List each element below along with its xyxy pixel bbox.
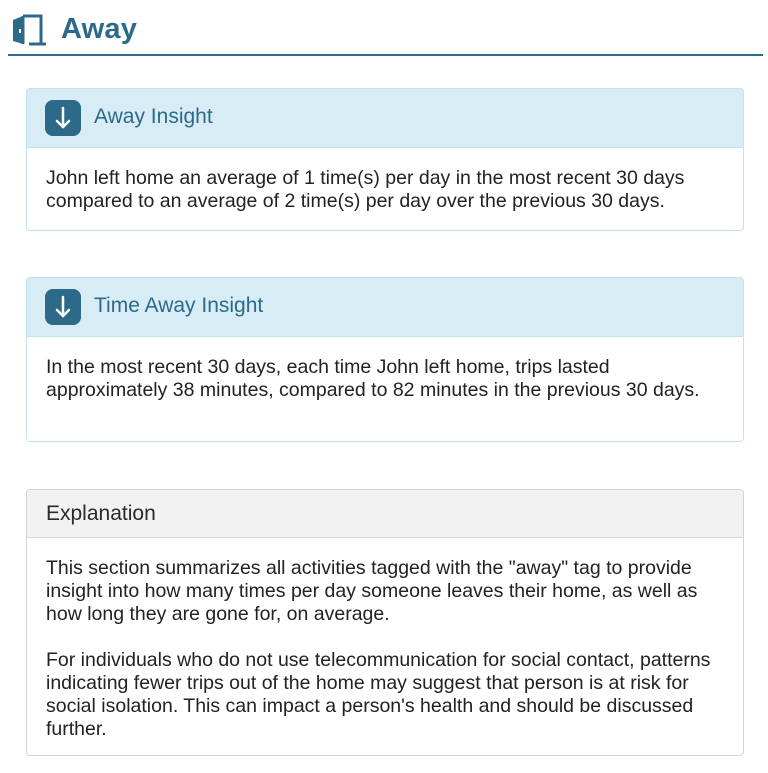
time-away-insight-panel [26, 277, 744, 442]
time-away-insight-title: Time Away Insight [94, 294, 264, 317]
explanation-paragraph: For individuals who do not use telecommunication for social contact, patterns indicating fewer trips out of the home may suggest that person is at risk for social isolation. This can impact a person's health and should be discussed further. [46, 649, 711, 740]
explanation-title: Explanation [46, 502, 156, 525]
away-insight-body: John left home an average of 1 time(s) per day in the most recent 30 days compared to an average of 2 time(s) per day over the previous 30 days. [46, 167, 685, 212]
explanation-panel [26, 489, 744, 756]
time-away-insight-body: In the most recent 30 days, each time John left home, trips lasted approximately 38 minutes, compared to 82 minutes in the previous 30 days. [46, 356, 700, 401]
section-header [8, 0, 763, 56]
page-title: Away [61, 13, 138, 45]
explanation-paragraph: This section summarizes all activities tagged with the "away" tag to provide insight into how many times per day someone leaves their home, as well as how long they are gone for, on average. [46, 557, 698, 625]
arrow-down-icon [45, 289, 81, 325]
away-insight-header [27, 89, 743, 148]
door-exit-icon [11, 14, 47, 46]
arrow-down-icon [45, 100, 81, 136]
explanation-body [27, 538, 743, 741]
explanation-header [27, 490, 743, 538]
away-insight-title: Away Insight [94, 105, 213, 128]
away-insight-panel [26, 88, 744, 231]
time-away-insight-header [27, 278, 743, 337]
